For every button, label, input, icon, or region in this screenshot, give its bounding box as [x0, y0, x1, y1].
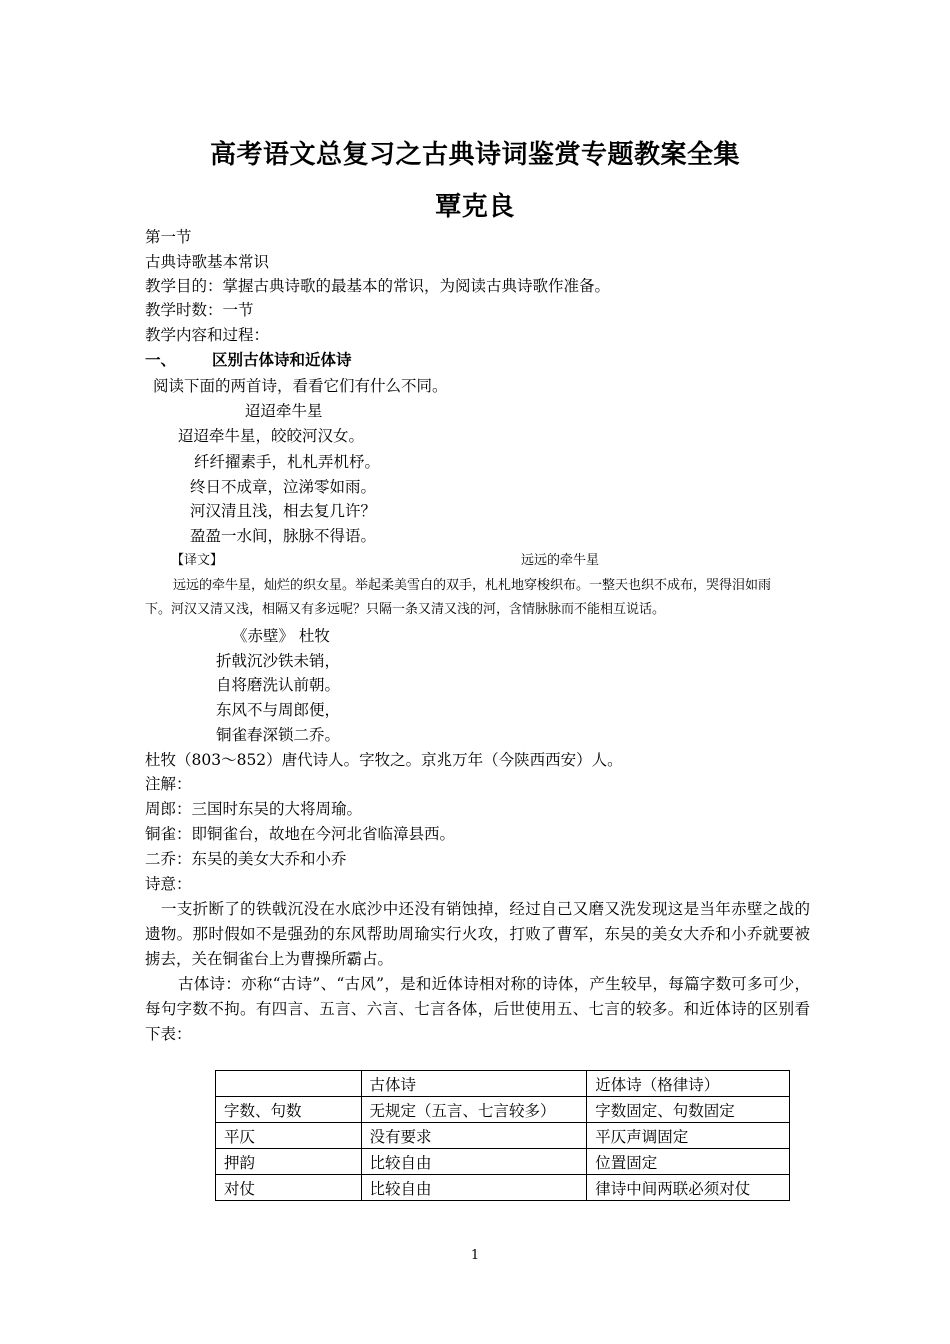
document-author: 覃克良: [435, 192, 515, 222]
heading-text: 区别古体诗和近体诗: [212, 350, 352, 369]
page-number: 1: [470, 1248, 480, 1263]
table-header-cell: 近体诗（格律诗）: [587, 1071, 790, 1097]
translation-text: 下。河汉又清又浅，相隔又有多远呢？只隔一条又清又浅的河，含情脉脉而不能相互说话。: [145, 602, 666, 617]
notes-label: 注解：: [145, 775, 192, 793]
table-cell: 字数固定、句数固定: [587, 1097, 790, 1123]
meaning-text: 一支折断了的铁戟沉没在水底沙中还没有销蚀掉，经过自己又磨又洗发现这是当年赤壁之战的遗物。那时假如不是强劲的东风帮助周瑜实行火攻，打败了曹军，东吴的美女大乔和小乔就要被掳去，关在铜雀台上为曹操所霸占。: [145, 900, 810, 968]
table-header-row: [216, 1071, 790, 1097]
translation-text: 远远的牵牛星，灿烂的织女星。举起柔美雪白的双手，札札地穿梭织布。一整天也织不成布，哭得泪如雨: [173, 578, 772, 593]
table-row: [216, 1175, 790, 1201]
poem2-title: 《赤壁》 杜牧: [232, 627, 330, 645]
translation-label: 【译文】: [171, 553, 224, 568]
note-item: 二乔：东吴的美女大乔和小乔: [145, 850, 347, 868]
read-prompt: 阅读下面的两首诗，看看它们有什么不同。: [153, 377, 448, 395]
poem1-line: 纤纤擢素手，札札弄机杼。: [194, 453, 381, 471]
table-cell: 平仄声调固定: [587, 1123, 790, 1149]
table-cell: 位置固定: [587, 1149, 790, 1175]
table-row: [216, 1123, 790, 1149]
meaning-label: 诗意：: [145, 875, 192, 893]
teaching-hours: 教学时数：一节: [145, 301, 254, 319]
poet-note: 杜牧（803～852）唐代诗人。字牧之。京兆万年（今陕西西安）人。: [145, 751, 623, 769]
table-header-cell: 古体诗: [361, 1071, 587, 1097]
poem2-line: 铜雀春深锁二乔。: [216, 726, 341, 744]
comparison-table: [215, 1070, 790, 1201]
teaching-content: 教学内容和过程：: [145, 326, 270, 344]
table-row: [216, 1149, 790, 1175]
table-cell: 比较自由: [361, 1149, 587, 1175]
table-cell: 押韵: [216, 1149, 362, 1175]
note-item: 周郎：三国时东吴的大将周瑜。: [145, 800, 363, 818]
teaching-goal: 教学目的：掌握古典诗歌的最基本的常识，为阅读古典诗歌作准备。: [145, 277, 611, 295]
note-item: 铜雀：即铜雀台，故地在今河北省临漳县西。: [145, 825, 456, 843]
poem1-line: 盈盈一水间，脉脉不得语。: [190, 527, 377, 545]
table-cell: 对仗: [216, 1175, 362, 1201]
table-cell: 无规定（五言、七言较多）: [361, 1097, 587, 1123]
table-cell: 比较自由: [361, 1175, 587, 1201]
section-label: 第一节: [145, 228, 192, 246]
poem1-line: 河汉清且浅，相去复几许？: [190, 502, 377, 520]
translation-title: 远远的牵牛星: [521, 553, 600, 568]
poem2-line: 折戟沉沙铁未销，: [216, 652, 341, 670]
ancient-poetry-definition: 古体诗：亦称“古诗”、“古风”，是和近体诗相对称的诗体，产生较早，每篇字数可多可少，每句字数不拘。有四言、五言、六言、七言各体，后世使用五、七言的较多。和近体诗的区别看下表：: [145, 975, 810, 1043]
poem2-line: 东风不与周郎便，: [216, 701, 341, 719]
table-header-cell: [216, 1071, 362, 1097]
document-title: 高考语文总复习之古典诗词鉴赏专题教案全集: [209, 140, 740, 170]
poem1-title: 迢迢牵牛星: [245, 402, 323, 420]
section-topic: 古典诗歌基本常识: [145, 253, 270, 271]
table-cell: 平仄: [216, 1123, 362, 1149]
poem1-line: 迢迢牵牛星，皎皎河汉女。: [178, 427, 365, 445]
table-row: [216, 1097, 790, 1123]
poem1-line: 终日不成章，泣涕零如雨。: [190, 478, 377, 496]
table-cell: 没有要求: [361, 1123, 587, 1149]
table-cell: 律诗中间两联必须对仗: [587, 1175, 790, 1201]
poem2-line: 自将磨洗认前朝。: [216, 676, 341, 694]
table-cell: 字数、句数: [216, 1097, 362, 1123]
heading-number: 一、: [145, 350, 177, 369]
